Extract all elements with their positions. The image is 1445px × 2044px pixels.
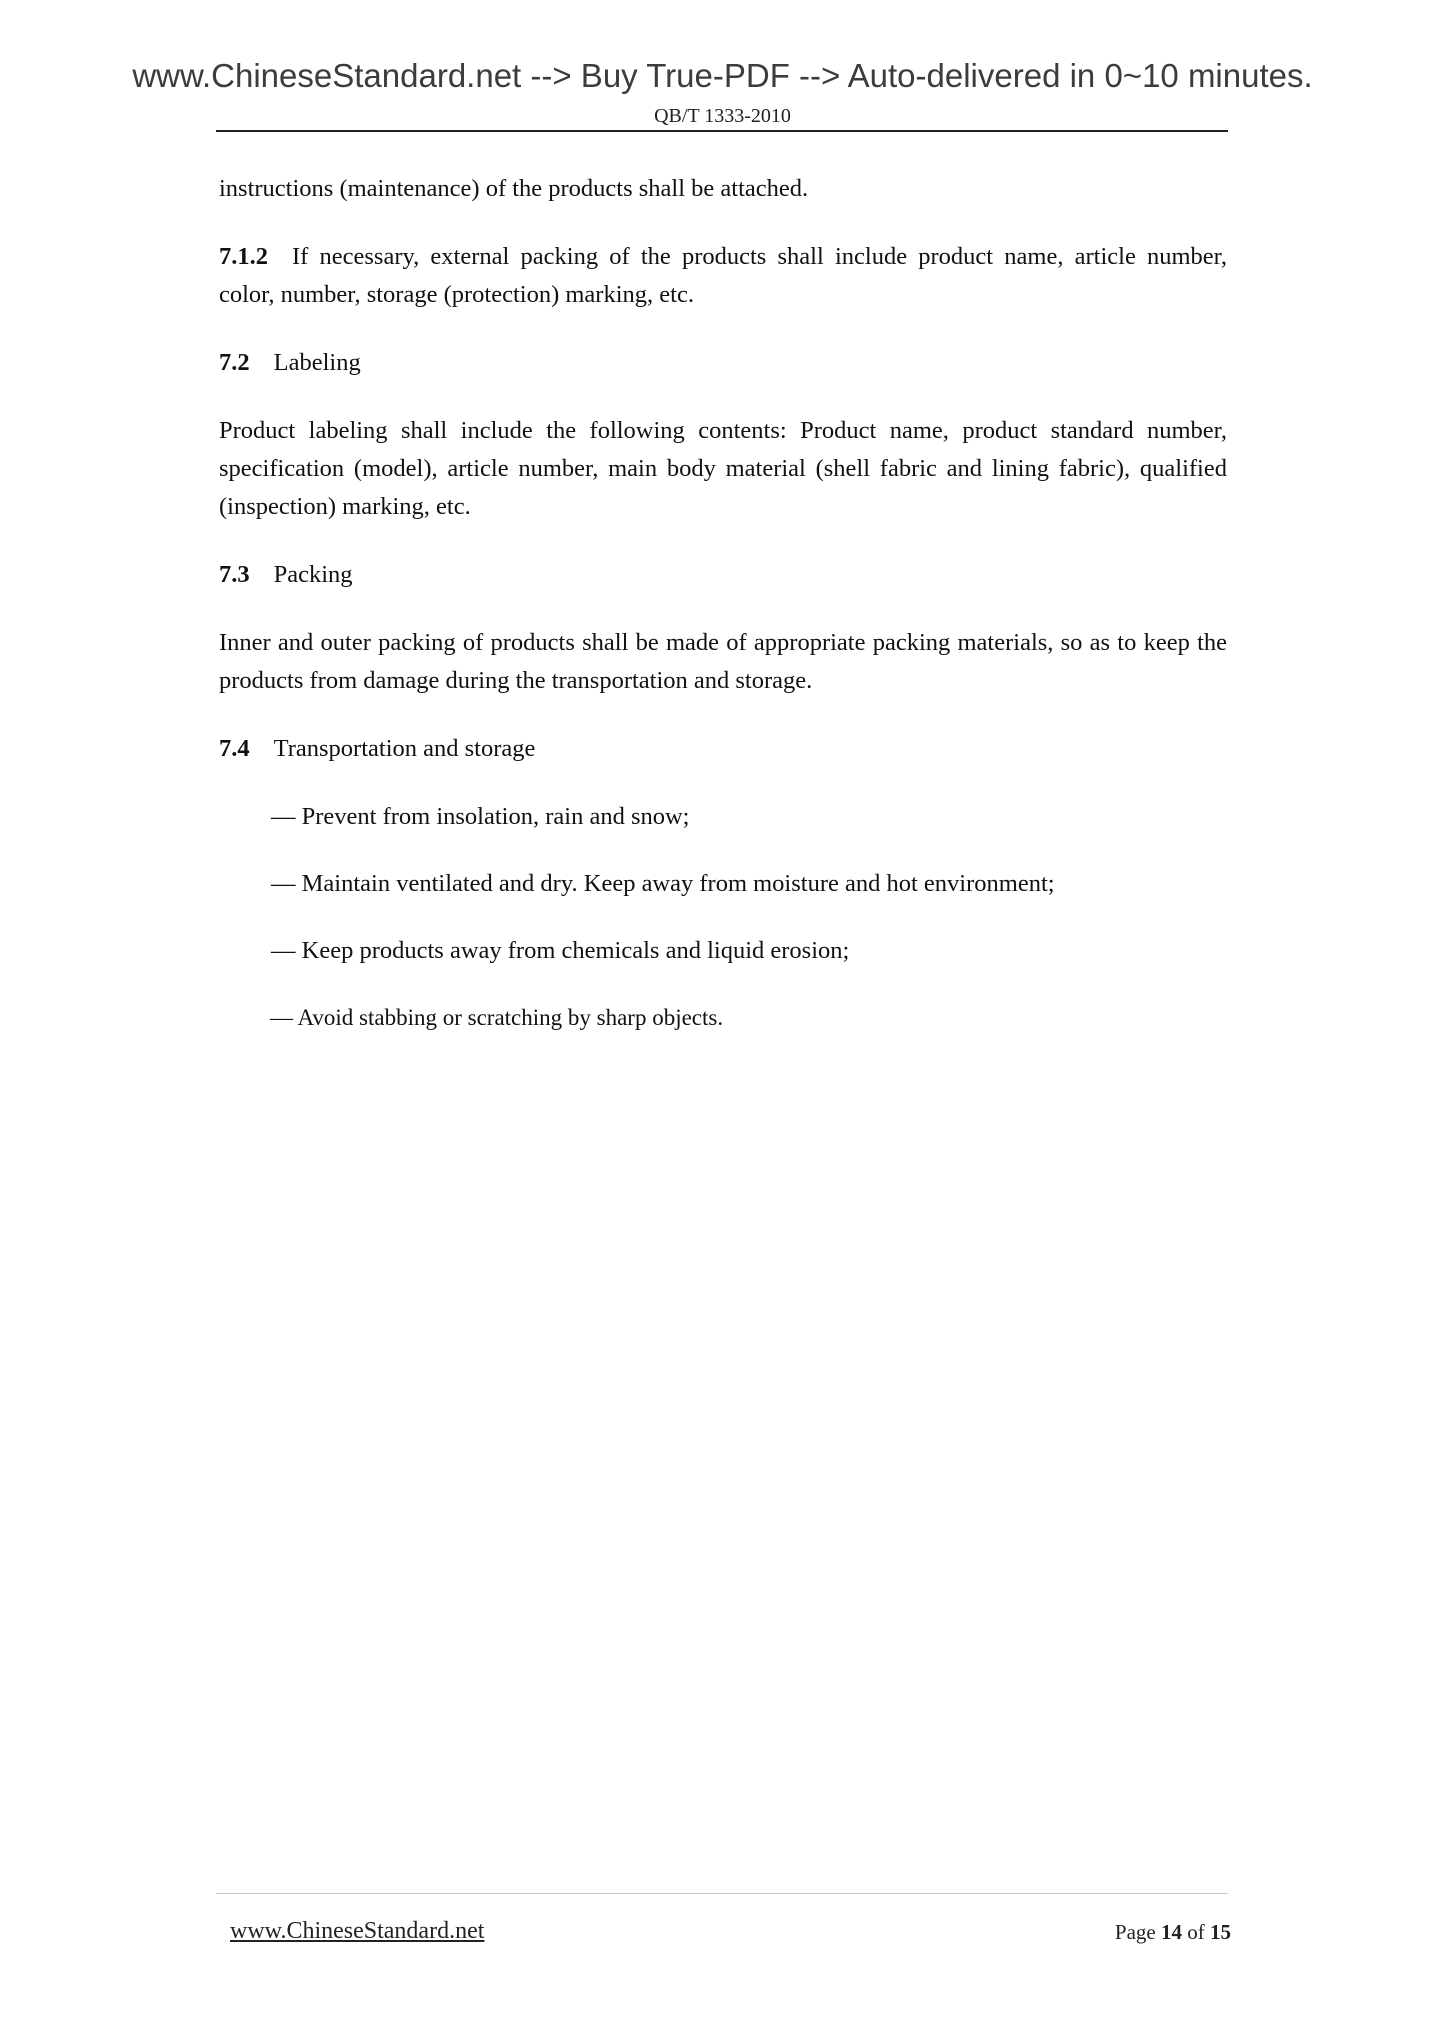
page-number — [1115, 1919, 1231, 1945]
section-7-1-2 — [219, 238, 1227, 314]
section-7-3-heading — [219, 556, 1227, 594]
list-item: — Prevent from insolation, rain and snow; — [271, 803, 690, 830]
section-number: 7.3 — [219, 561, 250, 588]
section-title: Packing — [273, 561, 353, 588]
section-text: If necessary, external packing of the products shall include product name, article number, color, number, storage (protection) marking, etc. — [219, 243, 1227, 308]
footer-divider — [216, 1893, 1228, 1894]
page-total: 15 — [1210, 1920, 1231, 1944]
intro-continuation: instructions (maintenance) of the products shall be attached. — [219, 175, 809, 202]
section-number: 7.1.2 — [219, 243, 268, 270]
page-current: 14 — [1161, 1920, 1182, 1944]
footer-website-link[interactable]: www.ChineseStandard.net — [230, 1918, 485, 1944]
header-divider — [216, 130, 1228, 132]
section-title: Transportation and storage — [273, 735, 536, 762]
section-number: 7.2 — [219, 349, 250, 376]
list-item: — Keep products away from chemicals and liquid erosion; — [271, 937, 850, 964]
standard-code: QB/T 1333-2010 — [654, 105, 791, 127]
section-7-3-text: Inner and outer packing of products shall be made of appropriate packing materials, so as to keep the products from damage during the transportation and storage. — [219, 629, 1227, 694]
page-label: Page — [1114, 1920, 1156, 1944]
section-7-4-heading — [219, 730, 1227, 768]
top-banner: www.ChineseStandard.net --> Buy True-PDF --> Auto-delivered in 0~10 minutes. — [132, 57, 1313, 94]
list-item: — Maintain ventilated and dry. Keep away from moisture and hot environment; — [271, 870, 1055, 897]
page-of: of — [1187, 1920, 1205, 1944]
page-content — [219, 170, 1227, 1066]
list-item: — Avoid stabbing or scratching by sharp objects. — [270, 1005, 724, 1030]
section-number: 7.4 — [219, 735, 250, 762]
section-7-2-text: Product labeling shall include the following contents: Product name, product standard number, specification (model), article number, main body material (shell fabric and lining fabric), qualified (inspection) marking, etc. — [219, 417, 1227, 520]
section-title: Labeling — [273, 349, 361, 376]
section-7-2-heading — [219, 344, 1227, 382]
